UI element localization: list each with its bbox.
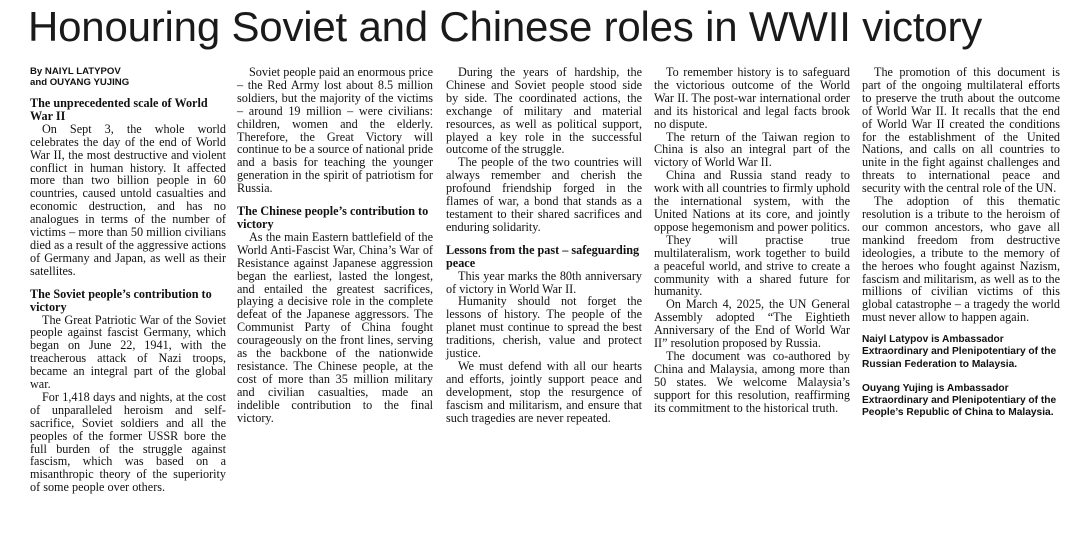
paragraph: We must defend with all our hearts and efforts, jointly support peace and development, stop the resurgence of fascism and militarism, and ensure that such tragedies are never repeated. (446, 358, 642, 425)
paragraph: During the years of hardship, the Chinese and Soviet people stood side by side. The coordinated actions, the exchange of military and material resources, as well as political support, played a key role in the successful outcome of the struggle. (446, 65, 642, 157)
paragraph: As the main Eastern battlefield of the World Anti-Fascist War, China’s War of Resistance against Japanese aggression began the earliest, lasted the longest, and entailed the greatest sacrifices, playing a decisive role in the complete defeat of the Japanese aggressors. The Communist Party of China fought courageously on the front lines, serving as the backbone of the nationwide resistance. The Chinese people, at the cost of more than 35 million military and civilian casualties, made an indelible contribution to the final victory. (237, 229, 433, 425)
paragraph: On March 4, 2025, the UN General Assembly adopted “The Eightieth Anniversary of the End of World War II” resolution proposed by Russia. (654, 297, 850, 351)
paragraph: On Sept 3, the whole world celebrates the day of the end of World War II, the most destructive and violent conflict in human history. It affected more than two billion people in 60 countries, caused untold casualties and economic destruction, and has no analogues in terms of the number of victims – more than 50 million civilians died as a result of the aggressive actions of Germany and Japan, as well as their satellites. (30, 121, 226, 278)
subhead: The unprecedented scale of World War II (30, 96, 208, 123)
byline-line: By NAIYL LATYPOV (30, 66, 121, 77)
paragraph: China and Russia stand ready to work with all countries to firmly uphold the international system, with the United Nations at its core, and jointly oppose hegemonism and power politics. (654, 168, 850, 234)
paragraph: Soviet people paid an enormous price – the Red Army lost about 8.5 million soldiers, but the majority of the victims – around 19 million – were civilians: children, women and the elderly. Therefore, the Great Victory will continue to be a source of national pride and a basis for teaching the younger generation in the spirit of patriotism for Russia. (237, 65, 433, 196)
paragraph: This year marks the 80th anniversary of victory in World War II. (446, 268, 642, 296)
paragraph: For 1,418 days and nights, at the cost of unparalleled heroism and self-sacrifice, Soviet soldiers and all the peoples of the former USSR bore the full burden of the struggle against fascism, which was based on a misanthropic theory of the superiority of some people over others. (30, 389, 226, 495)
paragraph: The people of the two countries will always remember and cherish the profound friendship forged in the flames of war, a bond that stands as a testament to their shared sacrifices and enduring solidarity. (446, 155, 642, 234)
byline (30, 66, 226, 88)
paragraph: The adoption of this thematic resolution is a tribute to the heroism of our common ancestors, who gave all mankind freedom from destructive ideologies, a tribute to the memory of the heroes who fought against Nazism, fascism and militarism, as well as to the millions of civilian victims of this global catastrophe – a tragedy the world must never allow to happen again. (862, 194, 1060, 325)
paragraph: The Great Patriotic War of the Soviet people against fascist Germany, which began on June 22, 1941, with the treacherous attack of Nazi troops, became an integral part of the global war. (30, 312, 226, 392)
subhead: Lessons from the past – safeguarding peace (446, 242, 640, 270)
author-bio: Naiyl Latypov is Ambassador Extraordinary and Plenipotentiary of the Russian Federation to Malaysia. (862, 334, 1057, 370)
paragraph: The document was co-authored by China and Malaysia, among more than 50 states. We welcome Malaysia’s support for this resolution, reaffirming its commitment to the historical truth. (654, 348, 850, 415)
paragraph: They will practise true multilateralism, work together to build a peaceful world, and strive to create a community with a shared future for humanity. (654, 232, 850, 299)
column-5 (862, 66, 1060, 419)
byline-line: and OUYANG YUJING (30, 77, 130, 88)
column-2 (237, 66, 433, 424)
paragraph: The promotion of this document is part of the ongoing multilateral efforts to preserve the truth about the outcome of World War II. It recalls that the end of World War II created the conditions for the establishment of the United Nations, and calls on all countries to unite in the fight against challenges and threats to international peace and security with the central role of the UN. (862, 65, 1060, 196)
column-4 (654, 66, 850, 414)
column-1 (30, 66, 226, 494)
paragraph: Humanity should not forget the lessons of history. The people of the planet must continue to spread the best traditions, cherish, value and protect justice. (446, 294, 642, 361)
paragraph: The return of the Taiwan region to China is also an integral part of the victory of World War II. (654, 129, 850, 170)
column-3 (446, 66, 642, 424)
author-bio: Ouyang Yujing is Ambassador Extraordinary and Plenipotentiary of the People’s Republic of China to Malaysia. (862, 382, 1057, 419)
headline: Honouring Soviet and Chinese roles in WWII victory (28, 3, 983, 50)
subhead: The Chinese people’s contribution to victory (237, 204, 429, 231)
subhead: The Soviet people’s contribution to victory (30, 286, 212, 314)
paragraph: To remember history is to safeguard the victorious outcome of the World War II. The post-war international order and its historical and legal facts brook no dispute. (654, 65, 850, 131)
